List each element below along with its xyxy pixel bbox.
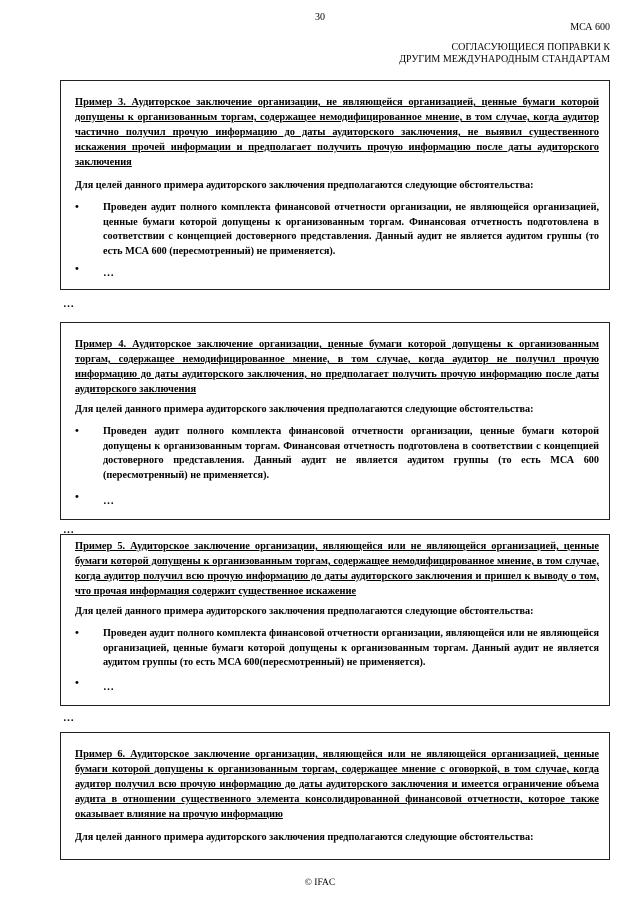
example-4-heading: Пример 4. Аудиторское заключение организации, ценные бумаги которой допущены к организованным торгам, содержащее немодифицированное мнение, в том случае, когда аудитор не получил прочую информацию до даты аудиторского заключения, но предполагает получить прочую информацию после даты аудиторского заключения <box>75 339 599 395</box>
example-4-bullet-item <box>75 425 599 485</box>
example-3-heading: Пример 3. Аудиторское заключение организации, не являющейся организацией, ценные бумаги которой допущены к организованным торгам, содержащее немодифицированное мнение, в том случае, когда аудитор частично получил прочую информацию до даты аудиторского заключения, не выявил существенного искажения прочей информации и предполагает получить прочую информацию после даты аудиторского заключения <box>75 97 599 168</box>
bullet-icon: • <box>75 677 79 689</box>
example-4-ellipsis-item <box>75 491 599 509</box>
page-number: 30 <box>315 12 325 23</box>
example-3-box <box>60 80 610 290</box>
example-5-ellipsis-item <box>75 677 599 695</box>
bullet-icon: • <box>75 425 79 437</box>
example-5-heading: Пример 5. Аудиторское заключение организации, являющейся или не являющейся организацией, ценные бумаги которой допущены к организованным торгам, содержащее немодифицированное мнение, в том случае, когда аудитор получил всю прочую информацию до даты аудиторского заключения и пришел к выводу о том, что прочая информация содержит существенное искажение <box>75 541 599 597</box>
example-4-box <box>60 322 610 520</box>
separator-ellipsis-3: … <box>63 712 74 724</box>
example-3-ellipsis-item <box>75 263 599 281</box>
example-6-intro: Для целей данного примера аудиторского заключения предполагаются следующие обстоятельства: <box>75 832 534 843</box>
bullet-icon: • <box>75 491 79 503</box>
page-footer: © IFAC <box>304 878 336 888</box>
example-3-intro: Для целей данного примера аудиторского заключения предполагаются следующие обстоятельства: <box>75 180 534 191</box>
example-4-bullet-text: Проведен аудит полного комплекта финансовой отчетности организации, ценные бумаги которой допущены к организованным торгам. Финансовая отчетность подготовлена в соответствии с концепцией достоверного представления. Данный аудит не является аудитом группы (то есть МСА 600 (пересмотренный) не применяется). <box>103 426 599 481</box>
bullet-icon: • <box>75 201 79 213</box>
example-5-ellipsis: … <box>103 681 114 693</box>
standard-label: МСА 600 <box>570 22 610 33</box>
example-6-box <box>60 732 610 860</box>
bullet-icon: • <box>75 627 79 639</box>
page-subtitle <box>399 42 610 66</box>
subtitle-line-2: ДРУГИМ МЕЖДУНАРОДНЫМ СТАНДАРТАМ <box>399 54 610 65</box>
example-5-bullet-text: Проведен аудит полного комплекта финансовой отчетности организации, являющейся или не являющейся организацией, ценные бумаги которой допущены к организованным торгам. Данный аудит не является аудитом группы (то есть МСА 600(пересмотренный) не применяется). <box>103 628 599 668</box>
example-4-intro: Для целей данного примера аудиторского заключения предполагаются следующие обстоятельства: <box>75 404 534 415</box>
example-5-intro: Для целей данного примера аудиторского заключения предполагаются следующие обстоятельства: <box>75 606 534 617</box>
example-3-bullet-text: Проведен аудит полного комплекта финансовой отчетности организации, не являющейся организацией, ценные бумаги которой допущены к организованным торгам. Финансовая отчетность подготовлена в соответствии с концепцией достоверного представления. Данный аудит не является аудитом группы (то есть МСА 600 (пересмотренный) не применяется). <box>103 202 599 257</box>
example-5-box <box>60 534 610 706</box>
example-6-heading: Пример 6. Аудиторское заключение организации, являющейся или не являющейся организацией, ценные бумаги которой допущены к организованным торгам, содержащее мнение с оговоркой, в том случае, когда аудитор получил всю прочую информацию до даты аудиторского заключения и имеется ограничение объема аудита в отношении существенного элемента консолидированной финансовой отчетности, которое также оказывает влияние на прочую информацию <box>75 749 599 820</box>
subtitle-line-1: СОГЛАСУЮЩИЕСЯ ПОПРАВКИ К <box>451 42 610 53</box>
example-3-bullet-item <box>75 201 599 261</box>
separator-ellipsis-1: … <box>63 298 74 310</box>
example-3-ellipsis: … <box>103 267 114 279</box>
separator-ellipsis-2: … <box>63 524 74 536</box>
bullet-icon: • <box>75 263 79 275</box>
example-5-bullet-item <box>75 627 599 671</box>
example-4-ellipsis: … <box>103 495 114 507</box>
